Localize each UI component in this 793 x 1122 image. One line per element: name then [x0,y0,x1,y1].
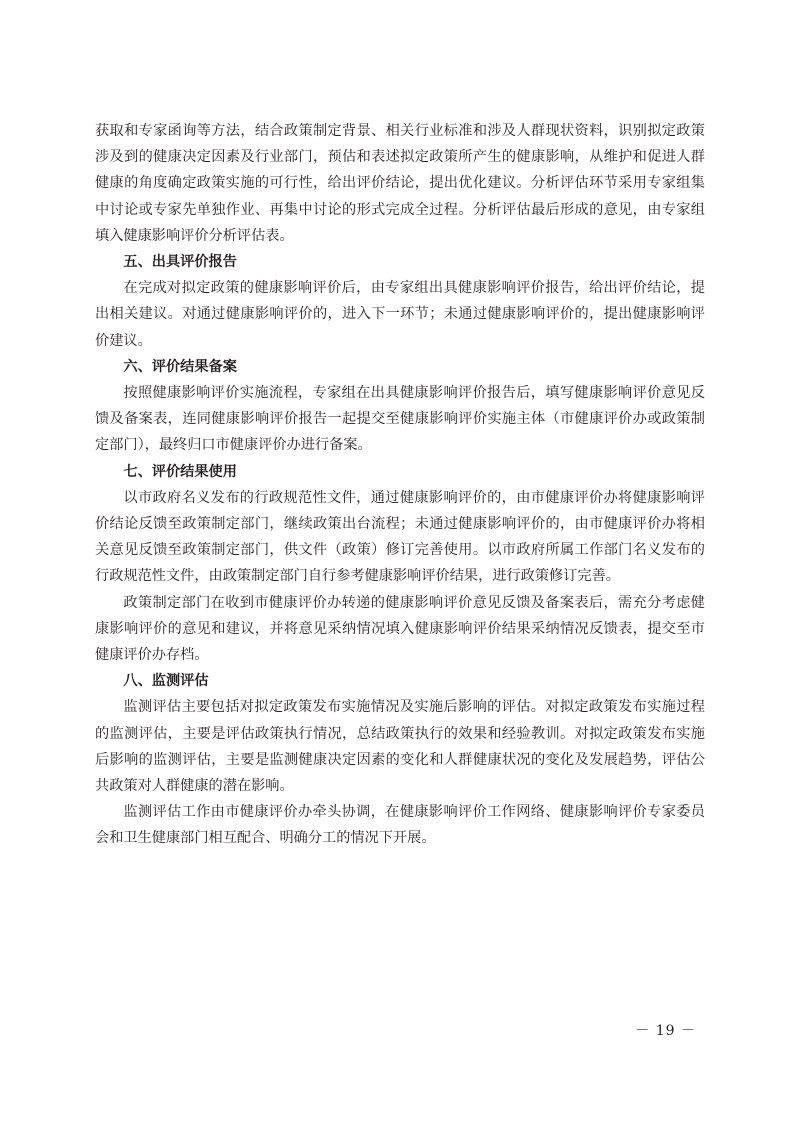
paragraph-filing: 按照健康影响评价实施流程，专家组在出具健康影响评价报告后，填写健康影响评价意见反馈及备案表，连同健康影响评价报告一起提交至健康影响评价实施主体（市健康评价办或政策制定部门），最终归口市健康评价办进行备案。 [95,385,705,454]
section-heading-7: 七、评价结果使用 [123,463,237,480]
paragraph-report: 在完成对拟定政策的健康影响评价后，由专家组出具健康影响评价报告，给出评价结论，提出相关建议。对通过健康影响评价的，进入下一环节；未通过健康影响评价的，提出健康影响评价建议。 [95,280,705,349]
paragraph-results-use-1: 以市政府名义发布的行政规范性文件，通过健康影响评价的，由市健康评价办将健康影响评价结论反馈至政策制定部门，继续政策出台流程；未通过健康影响评价的，由市健康评价办将相关意见反馈至政策制定部门，供文件（政策）修订完善使用。以市政府所属工作部门名义发布的行政规范性文件，由政策制定部门自行参考健康影响评价结果，进行政策修订完善。 [95,489,705,585]
document-body [95,118,705,852]
paragraph-intro-continued: 获取和专家函询等方法，结合政策制定背景、相关行业标准和涉及人群现状资料，识别拟定政策涉及到的健康决定因素及行业部门，预估和表述拟定政策所产生的健康影响，从维护和促进人群健康的角度确定政策实施的可行性，给出评价结论，提出优化建议。分析评估环节采用专家组集中讨论或专家先单独作业、再集中讨论的形式完成全过程。分析评估最后形成的意见，由专家组填入健康影响评价分析评估表。 [95,123,705,244]
page-number: － 19 － [635,1023,696,1039]
paragraph-monitoring-1: 监测评估主要包括对拟定政策发布实施情况及实施后影响的评估。对拟定政策发布实施过程的监测评估，主要是评估政策执行情况，总结政策执行的效果和经验教训。对拟定政策发布实施后影响的监测评估，主要是监测健康决定因素的变化和人群健康状况的变化及发展趋势，评估公共政策对人群健康的潜在影响。 [95,699,705,795]
section-heading-6: 六、评价结果备案 [123,358,237,375]
paragraph-results-use-2: 政策制定部门在收到市健康评价办转递的健康影响评价意见反馈及备案表后，需充分考虑健康影响评价的意见和建议，并将意见采纳情况填入健康影响评价结果采纳情况反馈表，提交至市健康评价办存档。 [95,594,705,664]
section-heading-5: 五、出具评价报告 [123,254,237,271]
section-heading-8: 八、监测评估 [123,673,209,690]
paragraph-monitoring-2: 监测评估工作由市健康评价办牵头协调，在健康影响评价工作网络、健康影响评价专家委员会和卫生健康部门相互配合、明确分工的情况下开展。 [95,804,705,847]
